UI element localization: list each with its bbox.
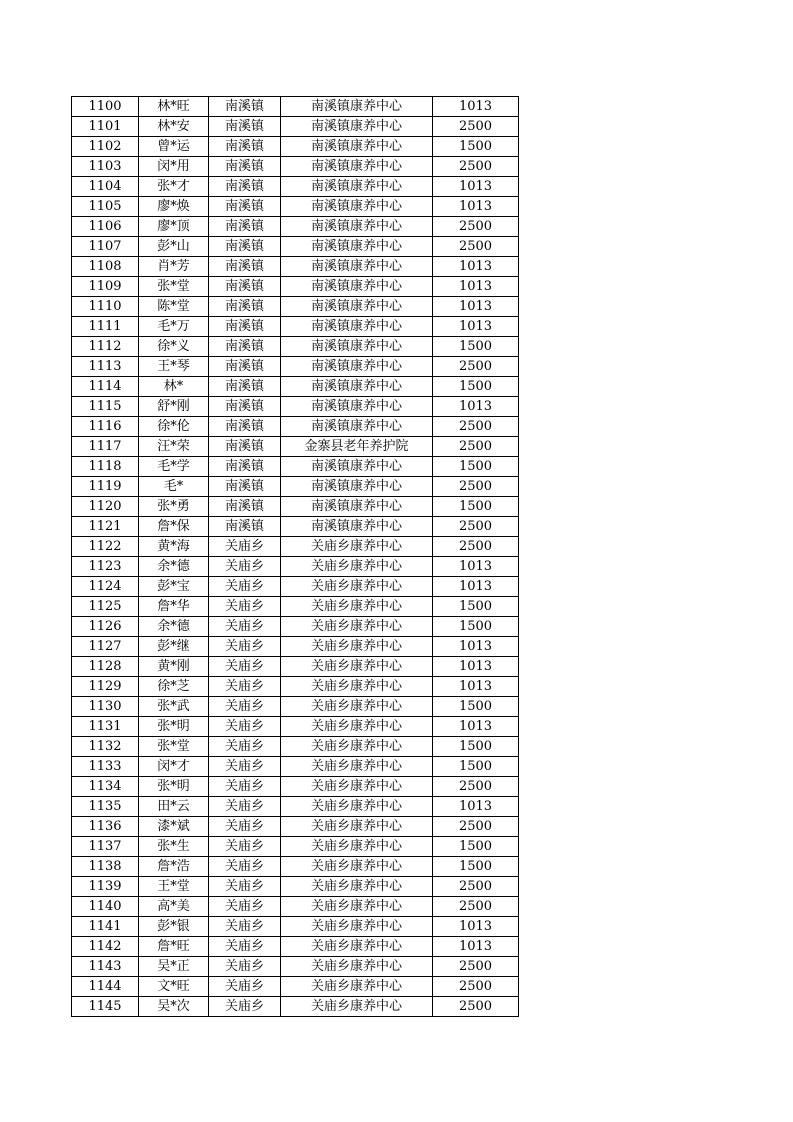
institution-cell: 关庙乡康养中心 (281, 757, 433, 777)
name-cell: 詹*旺 (139, 937, 209, 957)
institution-cell: 南溪镇康养中心 (281, 197, 433, 217)
township-cell: 关庙乡 (209, 637, 281, 657)
row-number-cell: 1142 (72, 937, 139, 957)
table-row (72, 317, 519, 337)
amount-cell: 2500 (433, 877, 519, 897)
amount-cell: 2500 (433, 417, 519, 437)
institution-cell: 关庙乡康养中心 (281, 557, 433, 577)
township-cell: 关庙乡 (209, 917, 281, 937)
township-cell: 南溪镇 (209, 257, 281, 277)
row-number-cell: 1113 (72, 357, 139, 377)
institution-cell: 关庙乡康养中心 (281, 977, 433, 997)
row-number-cell: 1143 (72, 957, 139, 977)
name-cell: 闵*用 (139, 157, 209, 177)
amount-cell: 1500 (433, 857, 519, 877)
township-cell: 南溪镇 (209, 437, 281, 457)
name-cell: 毛* (139, 477, 209, 497)
name-cell: 张*堂 (139, 737, 209, 757)
name-cell: 张*堂 (139, 277, 209, 297)
institution-cell: 金寨县老年养护院 (281, 437, 433, 457)
row-number-cell: 1102 (72, 137, 139, 157)
township-cell: 南溪镇 (209, 297, 281, 317)
table-row (72, 97, 519, 117)
name-cell: 徐*义 (139, 337, 209, 357)
table-row (72, 577, 519, 597)
amount-cell: 1013 (433, 277, 519, 297)
name-cell: 肖*芳 (139, 257, 209, 277)
township-cell: 关庙乡 (209, 797, 281, 817)
row-number-cell: 1138 (72, 857, 139, 877)
name-cell: 黄*海 (139, 537, 209, 557)
township-cell: 关庙乡 (209, 737, 281, 757)
township-cell: 关庙乡 (209, 777, 281, 797)
row-number-cell: 1105 (72, 197, 139, 217)
institution-cell: 南溪镇康养中心 (281, 377, 433, 397)
name-cell: 林*安 (139, 117, 209, 137)
institution-cell: 南溪镇康养中心 (281, 317, 433, 337)
row-number-cell: 1130 (72, 697, 139, 717)
name-cell: 吴*次 (139, 997, 209, 1017)
institution-cell: 南溪镇康养中心 (281, 397, 433, 417)
row-number-cell: 1139 (72, 877, 139, 897)
table-row (72, 377, 519, 397)
institution-cell: 关庙乡康养中心 (281, 877, 433, 897)
amount-cell: 2500 (433, 517, 519, 537)
institution-cell: 关庙乡康养中心 (281, 717, 433, 737)
amount-cell: 1500 (433, 377, 519, 397)
institution-cell: 关庙乡康养中心 (281, 637, 433, 657)
name-cell: 张*勇 (139, 497, 209, 517)
institution-cell: 南溪镇康养中心 (281, 417, 433, 437)
institution-cell: 南溪镇康养中心 (281, 97, 433, 117)
table-row (72, 757, 519, 777)
table-row (72, 837, 519, 857)
institution-cell: 南溪镇康养中心 (281, 497, 433, 517)
township-cell: 关庙乡 (209, 677, 281, 697)
amount-cell: 2500 (433, 897, 519, 917)
amount-cell: 1500 (433, 697, 519, 717)
amount-cell: 2500 (433, 777, 519, 797)
amount-cell: 2500 (433, 817, 519, 837)
table-row (72, 697, 519, 717)
table-row (72, 857, 519, 877)
amount-cell: 1013 (433, 557, 519, 577)
row-number-cell: 1121 (72, 517, 139, 537)
institution-cell: 南溪镇康养中心 (281, 157, 433, 177)
row-number-cell: 1127 (72, 637, 139, 657)
amount-cell: 2500 (433, 437, 519, 457)
row-number-cell: 1118 (72, 457, 139, 477)
township-cell: 关庙乡 (209, 657, 281, 677)
table-row (72, 257, 519, 277)
row-number-cell: 1104 (72, 177, 139, 197)
township-cell: 南溪镇 (209, 337, 281, 357)
table-row (72, 477, 519, 497)
institution-cell: 南溪镇康养中心 (281, 457, 433, 477)
row-number-cell: 1123 (72, 557, 139, 577)
name-cell: 廖*顶 (139, 217, 209, 237)
row-number-cell: 1114 (72, 377, 139, 397)
amount-cell: 2500 (433, 477, 519, 497)
township-cell: 关庙乡 (209, 597, 281, 617)
table-row (72, 157, 519, 177)
roster-table (71, 96, 519, 1017)
institution-cell: 南溪镇康养中心 (281, 357, 433, 377)
row-number-cell: 1129 (72, 677, 139, 697)
table-row (72, 817, 519, 837)
table-row (72, 557, 519, 577)
amount-cell: 1500 (433, 837, 519, 857)
amount-cell: 1013 (433, 577, 519, 597)
name-cell: 彭*继 (139, 637, 209, 657)
amount-cell: 2500 (433, 217, 519, 237)
row-number-cell: 1115 (72, 397, 139, 417)
township-cell: 关庙乡 (209, 897, 281, 917)
table-row (72, 137, 519, 157)
name-cell: 张*武 (139, 697, 209, 717)
institution-cell: 南溪镇康养中心 (281, 517, 433, 537)
amount-cell: 1500 (433, 457, 519, 477)
amount-cell: 2500 (433, 357, 519, 377)
institution-cell: 关庙乡康养中心 (281, 917, 433, 937)
institution-cell: 南溪镇康养中心 (281, 237, 433, 257)
table-row (72, 797, 519, 817)
amount-cell: 1013 (433, 197, 519, 217)
table-row (72, 957, 519, 977)
row-number-cell: 1141 (72, 917, 139, 937)
institution-cell: 关庙乡康养中心 (281, 857, 433, 877)
township-cell: 关庙乡 (209, 557, 281, 577)
institution-cell: 南溪镇康养中心 (281, 277, 433, 297)
amount-cell: 1500 (433, 497, 519, 517)
township-cell: 南溪镇 (209, 97, 281, 117)
row-number-cell: 1103 (72, 157, 139, 177)
table-row (72, 117, 519, 137)
table-row (72, 177, 519, 197)
institution-cell: 南溪镇康养中心 (281, 117, 433, 137)
institution-cell: 南溪镇康养中心 (281, 257, 433, 277)
table-row (72, 217, 519, 237)
row-number-cell: 1117 (72, 437, 139, 457)
row-number-cell: 1137 (72, 837, 139, 857)
amount-cell: 2500 (433, 117, 519, 137)
institution-cell: 南溪镇康养中心 (281, 297, 433, 317)
amount-cell: 1500 (433, 617, 519, 637)
township-cell: 关庙乡 (209, 757, 281, 777)
name-cell: 张*明 (139, 717, 209, 737)
table-row (72, 417, 519, 437)
amount-cell: 1013 (433, 657, 519, 677)
row-number-cell: 1128 (72, 657, 139, 677)
township-cell: 关庙乡 (209, 537, 281, 557)
row-number-cell: 1106 (72, 217, 139, 237)
institution-cell: 关庙乡康养中心 (281, 697, 433, 717)
table-row (72, 457, 519, 477)
amount-cell: 1013 (433, 177, 519, 197)
township-cell: 关庙乡 (209, 877, 281, 897)
amount-cell: 1013 (433, 677, 519, 697)
institution-cell: 关庙乡康养中心 (281, 797, 433, 817)
township-cell: 南溪镇 (209, 117, 281, 137)
amount-cell: 2500 (433, 977, 519, 997)
amount-cell: 2500 (433, 157, 519, 177)
township-cell: 南溪镇 (209, 497, 281, 517)
amount-cell: 2500 (433, 957, 519, 977)
row-number-cell: 1140 (72, 897, 139, 917)
row-number-cell: 1108 (72, 257, 139, 277)
amount-cell: 1013 (433, 717, 519, 737)
name-cell: 张*才 (139, 177, 209, 197)
table-row (72, 737, 519, 757)
institution-cell: 关庙乡康养中心 (281, 737, 433, 757)
institution-cell: 关庙乡康养中心 (281, 957, 433, 977)
table-row (72, 877, 519, 897)
institution-cell: 南溪镇康养中心 (281, 217, 433, 237)
township-cell: 南溪镇 (209, 457, 281, 477)
amount-cell: 1013 (433, 937, 519, 957)
name-cell: 漆*斌 (139, 817, 209, 837)
institution-cell: 关庙乡康养中心 (281, 817, 433, 837)
amount-cell: 1013 (433, 397, 519, 417)
township-cell: 南溪镇 (209, 177, 281, 197)
township-cell: 南溪镇 (209, 477, 281, 497)
township-cell: 关庙乡 (209, 857, 281, 877)
township-cell: 关庙乡 (209, 817, 281, 837)
amount-cell: 1013 (433, 797, 519, 817)
row-number-cell: 1125 (72, 597, 139, 617)
table-row (72, 977, 519, 997)
amount-cell: 1013 (433, 297, 519, 317)
row-number-cell: 1101 (72, 117, 139, 137)
amount-cell: 1013 (433, 317, 519, 337)
table-row (72, 197, 519, 217)
township-cell: 南溪镇 (209, 137, 281, 157)
township-cell: 南溪镇 (209, 397, 281, 417)
name-cell: 高*美 (139, 897, 209, 917)
institution-cell: 南溪镇康养中心 (281, 337, 433, 357)
table-row (72, 917, 519, 937)
amount-cell: 2500 (433, 237, 519, 257)
township-cell: 南溪镇 (209, 317, 281, 337)
name-cell: 黄*刚 (139, 657, 209, 677)
township-cell: 关庙乡 (209, 717, 281, 737)
row-number-cell: 1120 (72, 497, 139, 517)
name-cell: 毛*学 (139, 457, 209, 477)
amount-cell: 1500 (433, 757, 519, 777)
name-cell: 廖*焕 (139, 197, 209, 217)
township-cell: 关庙乡 (209, 977, 281, 997)
row-number-cell: 1110 (72, 297, 139, 317)
township-cell: 关庙乡 (209, 837, 281, 857)
name-cell: 彭*宝 (139, 577, 209, 597)
row-number-cell: 1132 (72, 737, 139, 757)
row-number-cell: 1145 (72, 997, 139, 1017)
amount-cell: 1500 (433, 737, 519, 757)
name-cell: 彭*银 (139, 917, 209, 937)
amount-cell: 1500 (433, 137, 519, 157)
name-cell: 吴*正 (139, 957, 209, 977)
row-number-cell: 1136 (72, 817, 139, 837)
amount-cell: 1013 (433, 917, 519, 937)
name-cell: 詹*保 (139, 517, 209, 537)
table-row (72, 497, 519, 517)
table-row (72, 597, 519, 617)
township-cell: 南溪镇 (209, 197, 281, 217)
name-cell: 詹*浩 (139, 857, 209, 877)
name-cell: 徐*伦 (139, 417, 209, 437)
row-number-cell: 1135 (72, 797, 139, 817)
institution-cell: 关庙乡康养中心 (281, 657, 433, 677)
township-cell: 南溪镇 (209, 217, 281, 237)
institution-cell: 关庙乡康养中心 (281, 997, 433, 1017)
table-row (72, 277, 519, 297)
institution-cell: 关庙乡康养中心 (281, 837, 433, 857)
township-cell: 关庙乡 (209, 577, 281, 597)
row-number-cell: 1144 (72, 977, 139, 997)
institution-cell: 关庙乡康养中心 (281, 897, 433, 917)
township-cell: 南溪镇 (209, 157, 281, 177)
row-number-cell: 1112 (72, 337, 139, 357)
name-cell: 王*琴 (139, 357, 209, 377)
row-number-cell: 1109 (72, 277, 139, 297)
table-row (72, 657, 519, 677)
institution-cell: 关庙乡康养中心 (281, 617, 433, 637)
roster-body (72, 97, 519, 1017)
row-number-cell: 1119 (72, 477, 139, 497)
amount-cell: 1013 (433, 257, 519, 277)
table-row (72, 997, 519, 1017)
institution-cell: 关庙乡康养中心 (281, 777, 433, 797)
table-row (72, 437, 519, 457)
table-row (72, 677, 519, 697)
name-cell: 闵*才 (139, 757, 209, 777)
table-row (72, 357, 519, 377)
township-cell: 南溪镇 (209, 377, 281, 397)
table-row (72, 937, 519, 957)
township-cell: 关庙乡 (209, 957, 281, 977)
amount-cell: 2500 (433, 537, 519, 557)
table-row (72, 537, 519, 557)
institution-cell: 南溪镇康养中心 (281, 177, 433, 197)
amount-cell: 1013 (433, 637, 519, 657)
name-cell: 徐*芝 (139, 677, 209, 697)
township-cell: 关庙乡 (209, 617, 281, 637)
name-cell: 陈*堂 (139, 297, 209, 317)
table-row (72, 337, 519, 357)
table-row (72, 617, 519, 637)
table-row (72, 297, 519, 317)
institution-cell: 南溪镇康养中心 (281, 477, 433, 497)
township-cell: 南溪镇 (209, 517, 281, 537)
institution-cell: 关庙乡康养中心 (281, 937, 433, 957)
amount-cell: 1500 (433, 337, 519, 357)
row-number-cell: 1116 (72, 417, 139, 437)
township-cell: 南溪镇 (209, 237, 281, 257)
row-number-cell: 1131 (72, 717, 139, 737)
amount-cell: 1500 (433, 597, 519, 617)
name-cell: 田*云 (139, 797, 209, 817)
row-number-cell: 1134 (72, 777, 139, 797)
name-cell: 林*旺 (139, 97, 209, 117)
row-number-cell: 1126 (72, 617, 139, 637)
township-cell: 关庙乡 (209, 697, 281, 717)
name-cell: 张*明 (139, 777, 209, 797)
name-cell: 舒*刚 (139, 397, 209, 417)
name-cell: 毛*万 (139, 317, 209, 337)
table-row (72, 637, 519, 657)
name-cell: 林* (139, 377, 209, 397)
table-row (72, 897, 519, 917)
table-row (72, 777, 519, 797)
table-row (72, 397, 519, 417)
row-number-cell: 1124 (72, 577, 139, 597)
township-cell: 南溪镇 (209, 417, 281, 437)
amount-cell: 2500 (433, 997, 519, 1017)
name-cell: 彭*山 (139, 237, 209, 257)
name-cell: 余*德 (139, 617, 209, 637)
row-number-cell: 1107 (72, 237, 139, 257)
table-row (72, 517, 519, 537)
institution-cell: 关庙乡康养中心 (281, 577, 433, 597)
name-cell: 余*德 (139, 557, 209, 577)
township-cell: 南溪镇 (209, 277, 281, 297)
township-cell: 关庙乡 (209, 997, 281, 1017)
row-number-cell: 1100 (72, 97, 139, 117)
name-cell: 曾*运 (139, 137, 209, 157)
table-row (72, 717, 519, 737)
row-number-cell: 1111 (72, 317, 139, 337)
township-cell: 关庙乡 (209, 937, 281, 957)
name-cell: 文*旺 (139, 977, 209, 997)
amount-cell: 1013 (433, 97, 519, 117)
table-row (72, 237, 519, 257)
township-cell: 南溪镇 (209, 357, 281, 377)
name-cell: 汪*荣 (139, 437, 209, 457)
name-cell: 詹*华 (139, 597, 209, 617)
name-cell: 张*生 (139, 837, 209, 857)
name-cell: 王*堂 (139, 877, 209, 897)
institution-cell: 关庙乡康养中心 (281, 537, 433, 557)
institution-cell: 关庙乡康养中心 (281, 677, 433, 697)
row-number-cell: 1133 (72, 757, 139, 777)
row-number-cell: 1122 (72, 537, 139, 557)
institution-cell: 关庙乡康养中心 (281, 597, 433, 617)
institution-cell: 南溪镇康养中心 (281, 137, 433, 157)
